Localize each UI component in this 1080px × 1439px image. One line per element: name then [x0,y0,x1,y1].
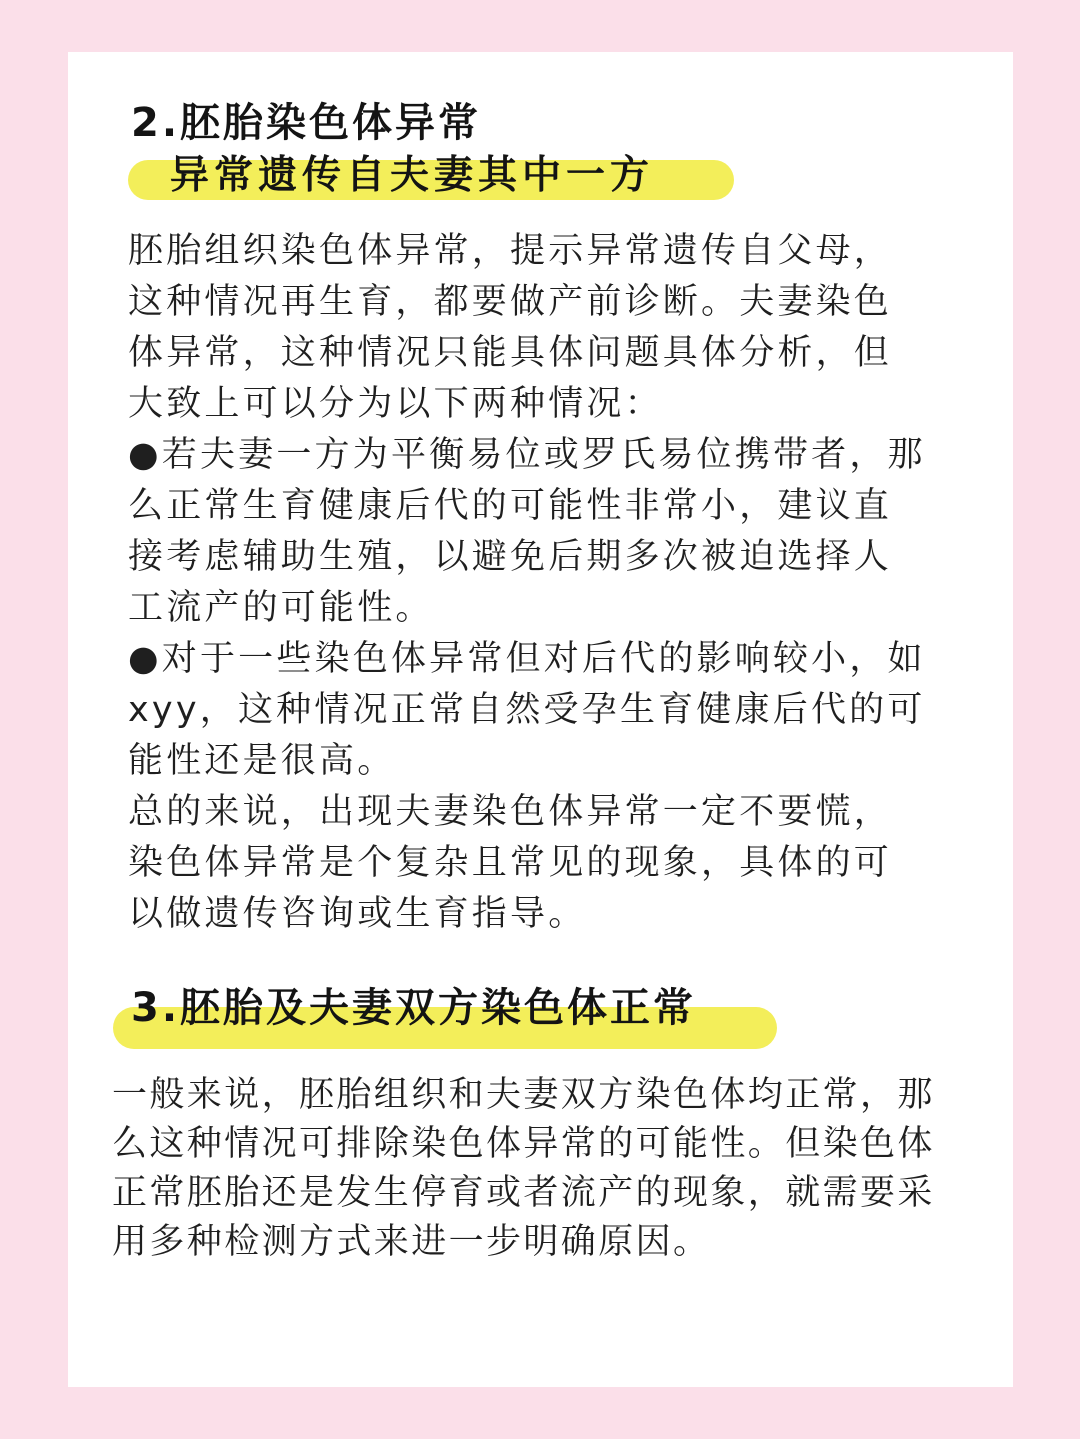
paragraph-line: 体异常，这种情况只能具体问题具体分析，但 [128,333,893,373]
paragraph-line: xyy，这种情况正常自然受孕生育健康后代的可 [128,690,926,730]
bullet-line: ●对于一些染色体异常但对后代的影响较小，如 [128,639,926,679]
section-3-paragraph [112,1071,935,1267]
section-2-subtitle: 异常遗传自夫妻其中一方 [170,153,655,198]
paragraph-line: 总的来说，出现夫妻染色体异常一定不要慌， [128,792,893,832]
paragraph-line: 大致上可以分为以下两种情况： [128,384,663,424]
paragraph-line: 接考虑辅助生殖，以避免后期多次被迫选择人 [128,537,893,577]
section-2-title: 2.胚胎染色体异常 [131,100,482,146]
paragraph-line: 正常胚胎还是发生停育或者流产的现象，就需要采 [112,1173,935,1213]
paragraph-line: 以做遗传咨询或生育指导。 [128,894,587,934]
paragraph-line: 能性还是很高。 [128,741,396,781]
paragraph-line: 一般来说，胚胎组织和夫妻双方染色体均正常，那 [112,1075,935,1115]
bullet-line: ●若夫妻一方为平衡易位或罗氏易位携带者，那 [128,435,926,475]
paragraph-line: 用多种检测方式来进一步明确原因。 [112,1222,711,1262]
paragraph-line: 这种情况再生育，都要做产前诊断。夫妻染色 [128,282,893,322]
paragraph-line: 胚胎组织染色体异常，提示异常遗传自父母， [128,231,893,271]
section-2-paragraph [128,226,926,940]
paragraph-line: 么这种情况可排除染色体异常的可能性。但染色体 [112,1124,935,1164]
paragraph-line: 工流产的可能性。 [128,588,434,628]
section-3-title: 3.胚胎及夫妻双方染色体正常 [131,985,697,1031]
paragraph-line: 么正常生育健康后代的可能性非常小，建议直 [128,486,893,526]
paragraph-line: 染色体异常是个复杂且常见的现象，具体的可 [128,843,893,883]
